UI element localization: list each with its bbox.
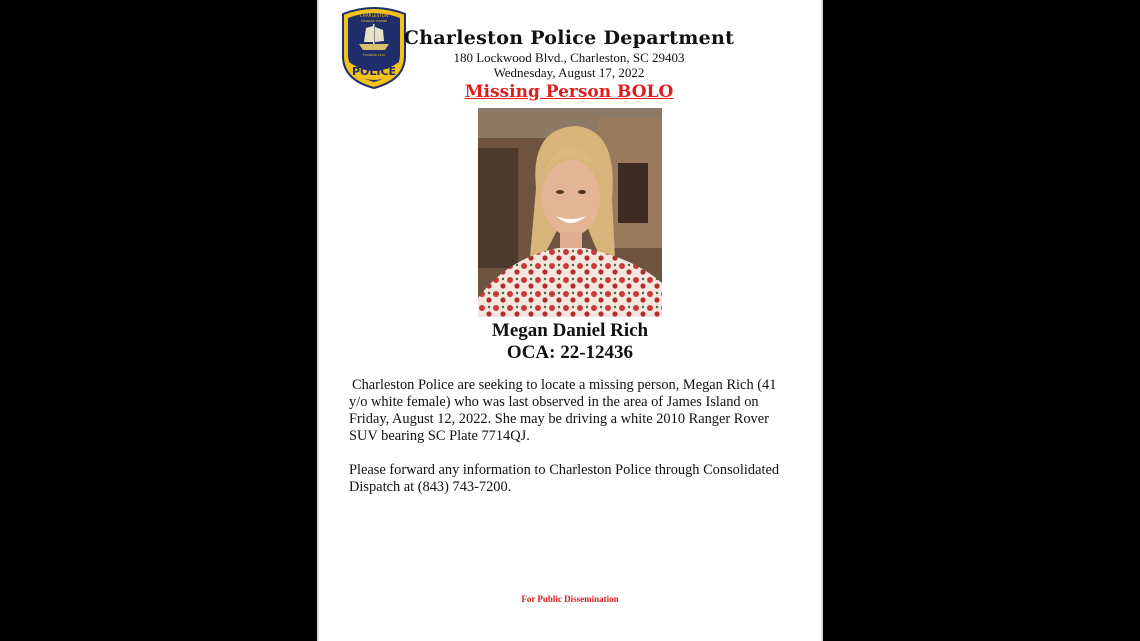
badge-sub-text: CHARLES TOWNE xyxy=(360,19,388,23)
department-address: 180 Lockwood Blvd., Charleston, SC 29403 xyxy=(453,50,685,65)
flyer-body xyxy=(349,377,794,513)
badge-founded-text: FOUNDED 1670 xyxy=(362,53,386,57)
badge-top-text: CHARLESTON xyxy=(359,13,389,18)
oca-number: OCA: 22-12436 xyxy=(506,342,634,363)
description-paragraph: Charleston Police are seeking to locate a missing person, Megan Rich (41 y/o white female) who was last observed in the area of James Island on Friday, August 12, 2022. She may be driving a white 2010 Ranger Rover SUV bearing SC Plate 7714QJ. xyxy=(349,377,777,444)
bulletin-title: Missing Person BOLO xyxy=(464,82,674,102)
badge-police-text: POLICE xyxy=(351,65,397,78)
bulletin-date: Wednesday, August 17, 2022 xyxy=(493,65,645,80)
person-name: Megan Daniel Rich xyxy=(491,320,649,341)
contact-paragraph: Please forward any information to Charleston Police through Consolidated Dispatch at (843) 743-7200. xyxy=(349,462,780,495)
dissemination-note: For Public Dissemination xyxy=(521,594,619,604)
flyer-header xyxy=(397,26,741,103)
bolo-flyer xyxy=(317,0,823,641)
department-name: Charleston Police Department xyxy=(403,27,735,49)
missing-person-photo xyxy=(478,108,662,317)
